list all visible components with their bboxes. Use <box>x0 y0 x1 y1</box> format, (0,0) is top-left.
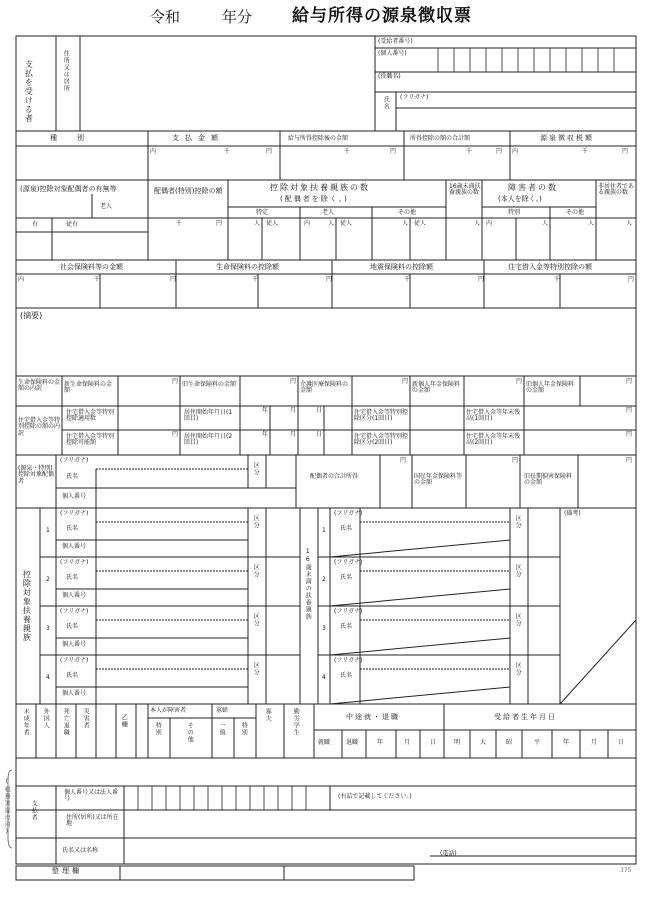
phone-label: (電話) <box>440 850 457 857</box>
social-insurance-header: 社会保険料等の金額 <box>60 263 123 271</box>
address-label: 住所又は居所 <box>62 50 70 92</box>
flag-foreigner: 外国人 <box>42 708 50 729</box>
dep2-kubun: 区分 <box>252 564 260 578</box>
life-insurance-header: 生命保険料の控除額 <box>216 263 279 271</box>
flag-student: 勤労学生 <box>292 708 300 736</box>
unit-inner-1: 内 <box>150 148 157 155</box>
housing-breakdown-label: 住宅借入金等特別控除の額の内訳 <box>18 417 61 437</box>
u16-2-name: 氏名 <box>340 574 353 581</box>
life-yen-2: 円 <box>290 378 297 385</box>
era-meiji: 明 <box>454 739 461 746</box>
spouse-kubun: 区分 <box>252 462 260 476</box>
name-label: 氏名 <box>382 96 390 110</box>
u16-1-furigana: (フリガナ) <box>334 510 363 517</box>
spouse-special-deduction-label: 配偶者(特別)控除の額 <box>154 187 223 195</box>
count-sub-3: 従人 <box>414 220 427 227</box>
dep1-name: 氏名 <box>66 525 79 532</box>
personal-number-label: (個人番号) <box>378 50 407 57</box>
payer-name-label: 氏名又は名称 <box>62 847 99 854</box>
u16-num-4: 4 <box>322 674 326 681</box>
u16-3-kubun: 区分 <box>514 613 522 627</box>
count-person-4: 人 <box>474 220 481 227</box>
life-ins-breakdown-label: 生命保険料の金額の内訳 <box>18 379 61 393</box>
payer-number-label: 個人番号又は法人番号 <box>64 789 119 803</box>
spouse-presence-label: (源泉)控除対象配偶者の有無等 <box>20 185 117 193</box>
unit-yen-3: 円 <box>496 148 503 155</box>
other2-label: その他 <box>566 209 585 216</box>
housing-category-1: 住宅借入金等特別控除区分(1回目) <box>354 409 409 423</box>
summary-label: (摘要) <box>20 311 43 320</box>
elderly2-label: 老人 <box>322 209 335 216</box>
housing-month-2: 月 <box>290 431 297 438</box>
subordinate-label: 従有 <box>66 221 79 228</box>
mid-year-label: 中途就・退職 <box>346 713 400 721</box>
under16-side-label: 16歳未満の扶養親族 <box>304 548 312 620</box>
ins-thousand-1: 千 <box>94 276 101 283</box>
amount-header-type: 種別 <box>50 134 104 142</box>
unit-inner-2: 内 <box>512 148 519 155</box>
housing-day-1: 日 <box>316 407 323 414</box>
count-person-7: 人 <box>626 220 633 227</box>
disabled-count-title: 障害者の数 <box>508 183 558 192</box>
life-yen-3: 円 <box>402 378 409 385</box>
count-person-1: 人 <box>254 220 261 227</box>
u16-3-name: 氏名 <box>340 623 353 630</box>
count-inner-1: 内 <box>304 220 311 227</box>
count-sub-1: 従人 <box>266 220 279 227</box>
ins-thousand-2: 千 <box>252 276 259 283</box>
unit-thousand-1: 千 <box>224 148 231 155</box>
widow-general: 一般 <box>218 722 226 736</box>
count-sub-2: 従人 <box>340 220 353 227</box>
ins-yen-1: 円 <box>170 276 177 283</box>
dep2-name: 氏名 <box>66 574 79 581</box>
count-person-5: 人 <box>542 220 549 227</box>
spouse-block-label: (源泉・特別)控除対象配偶者 <box>18 465 55 485</box>
mid-year: 年 <box>377 739 384 746</box>
flag-minor: 未成年者 <box>22 708 30 736</box>
right-align-note: (右詰で記載してください。) <box>338 793 412 800</box>
housing-applicable-count: 住宅借入金等特別控除適用数 <box>66 409 115 423</box>
era-taisho: 大 <box>480 739 487 746</box>
dep3-personal-no: 個人番号 <box>62 641 87 648</box>
life-yen-5: 円 <box>626 378 633 385</box>
self-disabled-label: 本人が障害者 <box>150 707 187 714</box>
page-title: 給与所得の源泉徴収票 <box>292 6 472 26</box>
disabled-count-sub: (本人を除く。) <box>498 195 542 203</box>
housing-possible-amount: 住宅借入金等特別控除可能額 <box>66 433 115 447</box>
dep-num-3: 3 <box>46 625 50 632</box>
national-pension-label: 国民年金保険料等の金額 <box>414 473 463 487</box>
other-label: その他 <box>398 209 417 216</box>
earthquake-insurance-header: 地震保険料の控除額 <box>370 263 433 271</box>
ins-yen-2: 円 <box>326 276 333 283</box>
u16-num-3: 3 <box>322 625 326 632</box>
housing-loan-header: 住宅借入金等特別控除の額 <box>508 263 592 271</box>
ins-thousand-3: 千 <box>404 276 411 283</box>
furigana-label: (フリガナ) <box>400 94 429 101</box>
housing-year-2: 年 <box>262 431 269 438</box>
old-pension-ins-label: 旧個人年金保険料の金額 <box>526 381 575 395</box>
unit-thousand-2: 千 <box>344 148 351 155</box>
recipient-number-label: (受給者番号) <box>378 38 413 45</box>
housing-month-1: 月 <box>290 407 297 414</box>
u16-2-furigana: (フリガナ) <box>334 559 363 566</box>
mid-month: 月 <box>404 739 411 746</box>
housing-year-1: 年 <box>262 407 269 414</box>
care-medical-ins-label: 介護医療保険料の金額 <box>300 381 349 395</box>
u16-4-kubun: 区分 <box>514 662 522 676</box>
era-heisei: 平 <box>534 739 541 746</box>
u16-num-2: 2 <box>322 576 326 583</box>
tax-office-copy-label: (税務署提出用) <box>3 778 11 836</box>
housing-balance-2: 住宅借入金等年末残高(2回目) <box>466 433 521 447</box>
u16-4-furigana: (フリガナ) <box>334 657 363 664</box>
payer-address-label: 住所(居所)又は所在地 <box>66 814 119 828</box>
payee-side-label: 支払を受ける者 <box>24 60 34 123</box>
era-showa: 昭 <box>506 739 513 746</box>
old-life-ins-label: 旧生命保険料の金額 <box>182 381 237 388</box>
dep-num-2: 2 <box>46 576 50 583</box>
title-era <box>150 10 180 26</box>
special-label: 特別 <box>508 209 521 216</box>
specific-label: 特定 <box>256 209 269 216</box>
flag-otsu: 乙欄 <box>120 714 128 728</box>
self-disabled-special: 特別 <box>154 722 162 736</box>
life-yen-1: 円 <box>172 378 179 385</box>
dep1-kubun: 区分 <box>252 515 260 529</box>
spouse-name-label: 氏名 <box>66 473 79 480</box>
dep4-kubun: 区分 <box>252 662 260 676</box>
ins-yen-3: 円 <box>478 276 485 283</box>
u16-1-name: 氏名 <box>340 525 353 532</box>
ins-thousand-4: 千 <box>554 276 561 283</box>
flag-widower: 寡夫 <box>264 708 272 722</box>
amount-header-after-deduction: 給与所得控除後の金額 <box>288 135 349 142</box>
u16-2-kubun: 区分 <box>514 564 522 578</box>
dep3-name: 氏名 <box>66 623 79 630</box>
old-longterm-label: 旧長期損害保険料の金額 <box>524 473 573 487</box>
widow-label: 寡婦 <box>216 707 229 714</box>
mid-day: 日 <box>430 739 437 746</box>
dep-num-4: 4 <box>46 674 50 681</box>
dep3-furigana: (フリガナ) <box>60 608 89 615</box>
u16-4-name: 氏名 <box>340 672 353 679</box>
u16-num-1: 1 <box>322 527 326 534</box>
elderly-label: 老人 <box>100 203 113 210</box>
count-person-2: 人 <box>328 220 335 227</box>
u16-1-kubun: 区分 <box>514 515 522 529</box>
housing-category-2: 住宅借入金等特別控除区分(2回目) <box>354 433 409 447</box>
birth-year: 年 <box>563 739 570 746</box>
deduction-thousand: 千 <box>176 220 183 227</box>
amount-header-deduction-total: 所得控除の額の合計額 <box>410 135 471 142</box>
mid-shushoku: 就職 <box>318 739 331 746</box>
self-disabled-other: その他 <box>186 722 194 743</box>
spouse-income-label: 配偶者の合計所得 <box>310 473 359 480</box>
unit-thousand-4: 千 <box>582 148 589 155</box>
dep4-furigana: (フリガナ) <box>60 657 89 664</box>
birth-label: 受給者生年月日 <box>494 713 557 721</box>
spouse-yen-2: 円 <box>512 457 519 464</box>
dependents-count-sub: (配偶者を除く。) <box>280 195 349 203</box>
under16-label: 16歳未満扶養親族の数 <box>449 183 481 197</box>
birth-day: 日 <box>618 739 625 746</box>
dep4-personal-no: 個人番号 <box>62 690 87 697</box>
dep4-name: 氏名 <box>66 672 79 679</box>
dep-num-1: 1 <box>46 527 50 534</box>
payer-side-label: 支払者 <box>30 800 38 821</box>
count-person-6: 人 <box>588 220 595 227</box>
remarks-label: (備考) <box>564 510 581 517</box>
dep2-furigana: (フリガナ) <box>60 559 89 566</box>
position-label: (役職名) <box>378 73 401 80</box>
seiri-label: 整理欄 <box>52 867 82 875</box>
housing-balance-1: 住宅借入金等年末残高(1回目) <box>466 409 521 423</box>
unit-yen-1: 円 <box>266 148 273 155</box>
has-label: 有 <box>32 221 39 228</box>
dep2-personal-no: 個人番号 <box>62 592 87 599</box>
count-person-3: 人 <box>402 220 409 227</box>
housing-yen-2a: 円 <box>172 431 179 438</box>
new-pension-ins-label: 新個人年金保険料の金額 <box>412 381 461 395</box>
dep3-kubun: 区分 <box>252 613 260 627</box>
unit-thousand-3: 千 <box>466 148 473 155</box>
ins-inner: 内 <box>18 276 25 283</box>
flag-disaster: 災害者 <box>82 708 90 729</box>
life-yen-4: 円 <box>516 378 523 385</box>
amount-header-payment: 支払金額 <box>172 134 224 142</box>
u16-3-furigana: (フリガナ) <box>334 608 363 615</box>
residence-start-2: 居住開始年月日(2回目) <box>184 433 233 447</box>
unit-yen-4: 円 <box>622 148 629 155</box>
title-era-label: 令和 <box>150 8 181 26</box>
count-inner-2: 内 <box>486 220 493 227</box>
housing-day-2: 日 <box>316 431 323 438</box>
ins-yen-4: 円 <box>628 276 635 283</box>
widow-special: 特別 <box>240 722 248 736</box>
spouse-personal-no: 個人番号 <box>62 493 87 500</box>
flag-death-retire: 死亡退職 <box>62 708 70 736</box>
title-year-suffix: 年分 <box>222 8 253 26</box>
mid-taishoku: 退職 <box>346 739 359 746</box>
deduction-yen: 円 <box>216 220 223 227</box>
dependents-count-title: 控除対象扶養親族の数 <box>270 183 370 192</box>
spouse-yen-3: 円 <box>626 457 633 464</box>
unit-yen-2: 円 <box>390 148 397 155</box>
dep1-personal-no: 個人番号 <box>62 543 87 550</box>
residence-start-1: 居住開始年月日(1回目) <box>184 409 233 423</box>
spouse-furigana: (フリガナ) <box>60 457 89 464</box>
new-life-ins-label: 新生命保険料の金額 <box>64 381 113 395</box>
birth-month: 月 <box>591 739 598 746</box>
dep1-furigana: (フリガナ) <box>60 510 89 517</box>
spouse-yen-1: 円 <box>400 457 407 464</box>
housing-yen-1: 円 <box>626 407 633 414</box>
amount-header-withholding: 源泉徴収税額 <box>540 134 594 142</box>
dependents-side-label: 控除対象扶養親族 <box>22 570 32 642</box>
form-number: 375 <box>620 867 632 874</box>
nonresident-label: 非居住者である親族の数 <box>598 183 635 197</box>
housing-yen-2b: 円 <box>626 431 633 438</box>
